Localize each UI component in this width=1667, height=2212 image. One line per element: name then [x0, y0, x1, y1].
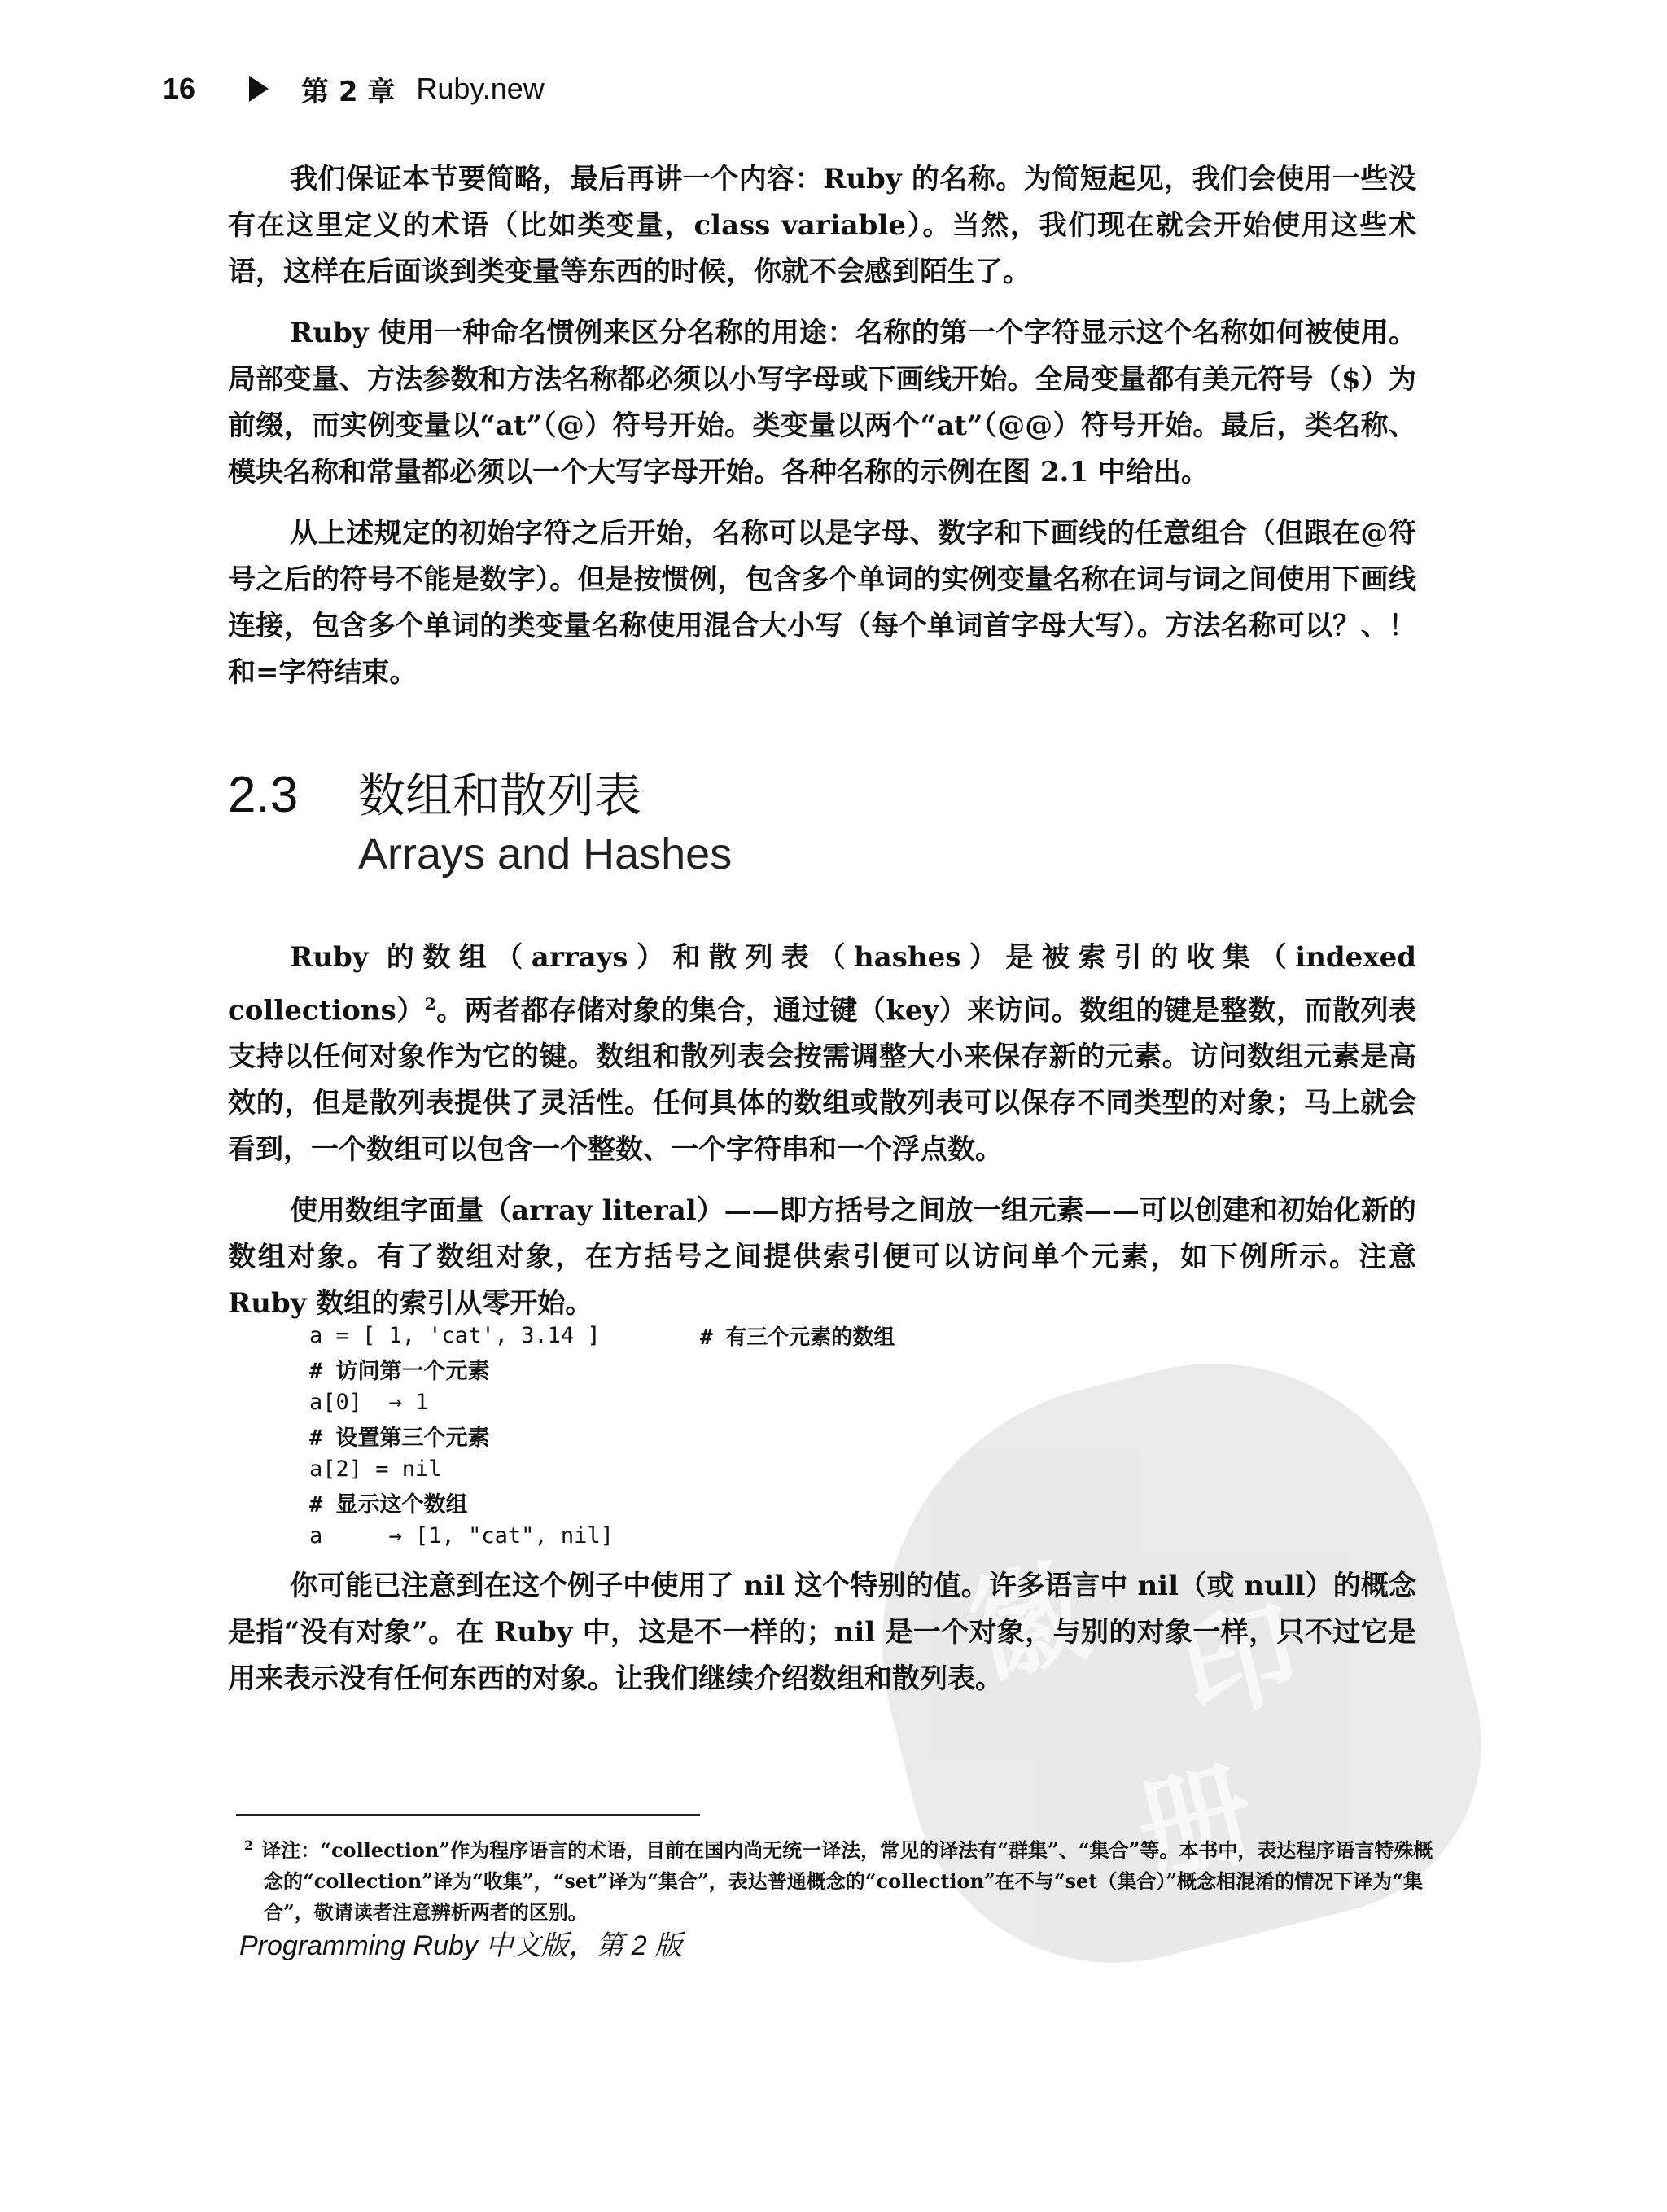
code-text: # 显示这个数组 — [309, 1492, 468, 1518]
code-line — [309, 1386, 1286, 1419]
section-number: 2.3 — [228, 767, 299, 823]
intro-paragraph-2: Ruby 使用一种命名惯例来区分名称的用途：名称的第一个字符显示这个名称如何被使用。局部变量、方法参数和方法名称都必须以小写字母或下画线开始。全局变量都有美元符号（$）为前缀，而实例变量以“at”（@）符号开始。类变量以两个“at”（@@）符号开始。最后，类名称、模块名称和常量都必须以一个大写字母开始。各种名称的示例在图 2.1 中给出。 — [228, 317, 1416, 488]
intro-paragraph-1: 我们保证本节要简略，最后再讲一个内容：Ruby 的名称。为简短起见，我们会使用一些没有在这里定义的术语（比如类变量，class variable）。当然，我们现在就会开始使用这些术语，这样在后面谈到类变量等东西的时候，你就不会感到陌生了。 — [228, 163, 1416, 288]
code-line — [309, 1319, 1286, 1352]
code-text: a → [1, "cat", nil] — [309, 1523, 614, 1548]
body-paragraph-1-rest: 。两者都存储对象的集合，通过键（key）来访问。数组的键是整数，而散列表支持以任何对象作为它的键。数组和散列表会按需调整大小来保存新的元素。访问数组元素是高效的，但是散列表提供了灵活性。任何具体的数组或散列表可以保存不同类型的对象；马上就会看到，一个数组可以包含一个整数、一个字符串和一个浮点数。 — [228, 994, 1416, 1167]
body-paragraph-1-text: Ruby 的数组（arrays）和散列表（hashes）是被索引的收集（indexed collections） — [228, 941, 1416, 1027]
code-line — [309, 1486, 1286, 1519]
footnote-marker: 2 — [244, 1837, 254, 1853]
code-text: a = [ 1, 'cat', 3.14 ] — [309, 1323, 601, 1348]
chapter-title: Ruby.new — [416, 72, 545, 105]
code-block — [309, 1319, 1286, 1553]
running-header — [163, 68, 545, 109]
page-footer: Programming Ruby 中文版，第 2 版 — [239, 1930, 683, 1961]
body-paragraph-3: 你可能已注意到在这个例子中使用了 nil 这个特别的值。许多语言中 nil（或 null）的概念是指“没有对象”。在 Ruby 中，这是不一样的；nil 是一个对象，与别的对象一样，只不过它是用来表示没有任何东西的对象。让我们继续介绍数组和散列表。 — [228, 1570, 1416, 1695]
section-body-continued — [228, 1563, 1416, 1717]
footnote-rule — [236, 1814, 700, 1816]
section-title-en: Arrays and Hashes — [358, 830, 733, 878]
code-line — [309, 1352, 1286, 1386]
code-text: a[2] = nil — [309, 1456, 442, 1482]
section-title-cn: 数组和散列表 — [358, 768, 642, 823]
footnote — [244, 1830, 1444, 1928]
body-paragraph-2: 使用数组字面量（array literal）——即方括号之间放一组元素——可以创建和初始化新的数组对象。有了数组对象，在方括号之间提供索引便可以访问单个元素，如下例所示。注意 Ruby 数组的索引从零开始。 — [228, 1194, 1416, 1321]
code-text: # 访问第一个元素 — [309, 1359, 490, 1384]
code-line — [309, 1452, 1286, 1486]
body-paragraph-1 — [228, 935, 1416, 1173]
code-line — [309, 1419, 1286, 1452]
section-body — [228, 935, 1416, 1342]
code-text: a[0] → 1 — [309, 1390, 429, 1415]
page-number: 16 — [163, 72, 196, 105]
code-comment: # 有三个元素的数组 — [700, 1325, 895, 1350]
footnote-text: 译注：“collection”作为程序语言的术语，目前在国内尚无统一译法，常见的译法有“群集”、“集合”等。本书中，表达程序语言特殊概念的“collection”译为“收集”，“set”译为“集合”，表达普通概念的“collection”在不与“set（集合）”概念相混淆的情况下译为“集合”，敬请读者注意辨析两者的区别。 — [261, 1838, 1433, 1924]
intro-paragraph-3: 从上述规定的初始字符之后开始，名称可以是字母、数字和下画线的任意组合（但跟在@符号之后的符号不能是数字）。但是按惯例，包含多个单词的实例变量名称在词与词之间使用下画线连接，包含多个单词的类变量名称使用混合大小写（每个单词首字母大写）。方法名称可以？、！和=字符结束。 — [228, 517, 1416, 689]
section-heading — [228, 757, 732, 879]
footnote-ref: 2 — [424, 994, 436, 1014]
triangle-icon — [249, 76, 269, 102]
intro-text — [228, 156, 1416, 711]
chapter-label: 第 2 章 — [301, 75, 396, 108]
code-line — [309, 1519, 1286, 1553]
watermark-stamp: 徽 印 册 — [827, 1316, 1518, 2007]
code-text: # 设置第三个元素 — [309, 1426, 490, 1451]
